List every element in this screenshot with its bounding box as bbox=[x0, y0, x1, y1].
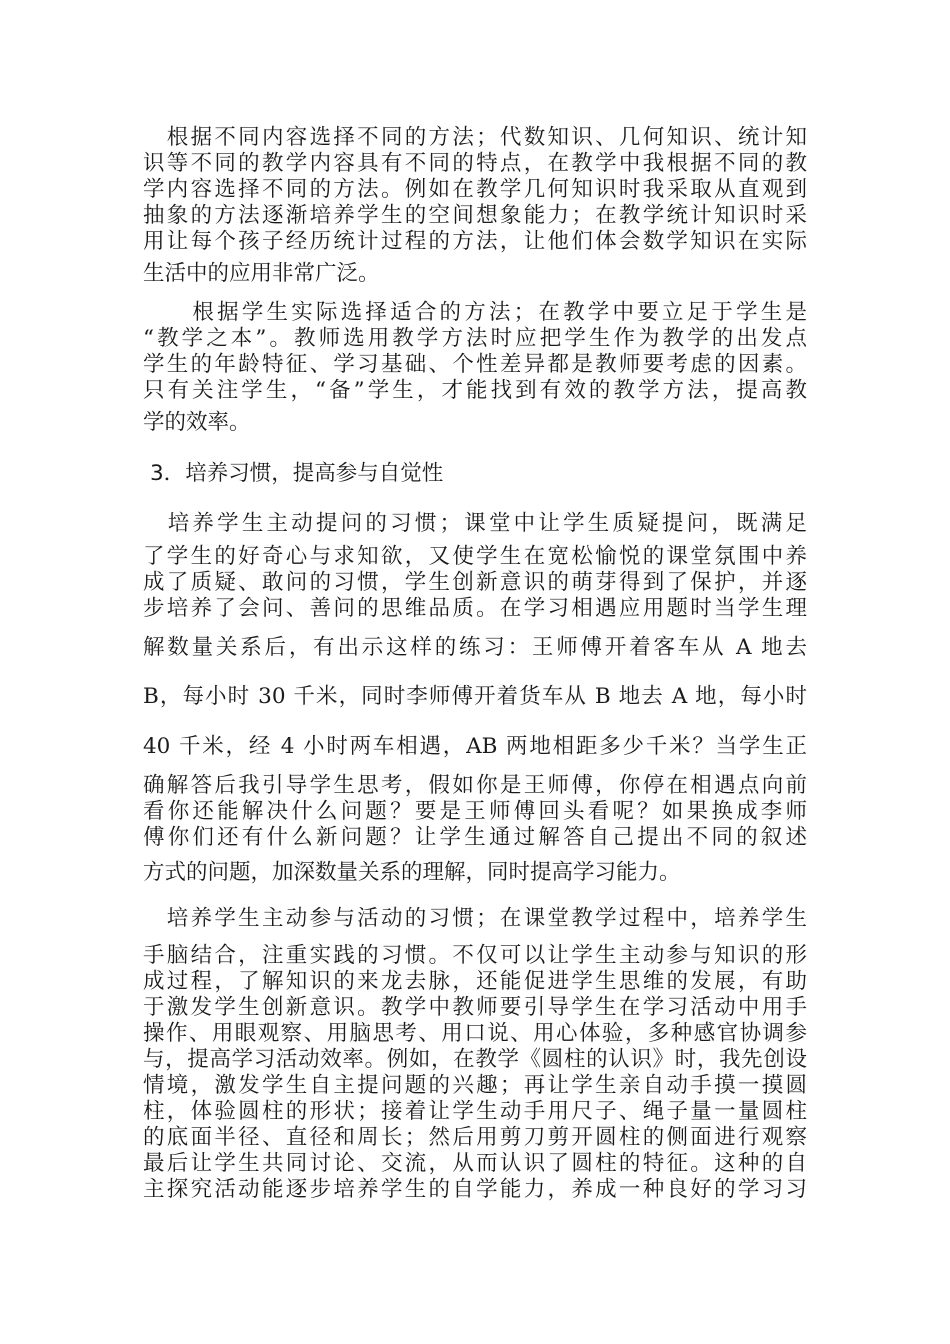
text-line: B，每小时 30 千米，同时李师傅开着货车从 B 地去 A 地，每小时 bbox=[143, 684, 807, 709]
text-line: 最后让学生共同讨论、交流，从而认识了圆柱的特征。这种的自 bbox=[143, 1151, 807, 1176]
text-line: 学生的年龄特征、学习基础、个性差异都是教师要考虑的因素。 bbox=[143, 352, 807, 377]
text-line: 手脑结合，注重实践的习惯。不仅可以让学生主动参与知识的形 bbox=[143, 943, 807, 968]
text-line: 解数量关系后，有出示这样的练习：王师傅开着客车从 A 地去 bbox=[143, 635, 807, 660]
text-line: 与，提高学习活动效率。例如，在教学《圆柱的认识》时，我先创设 bbox=[143, 1047, 807, 1072]
text-line: 根据学生实际选择适合的方法；在教学中要立足于学生是 bbox=[143, 300, 807, 325]
text-line: 根据不同内容选择不同的方法；代数知识、几何知识、统计知 bbox=[143, 125, 807, 150]
text-line: 了学生的好奇心与求知欲，又使学生在宽松愉悦的课堂氛围中养 bbox=[143, 544, 807, 569]
section-heading bbox=[150, 460, 814, 488]
text-line: 看你还能解决什么问题？要是王师傅回头看呢？如果换成李师 bbox=[143, 799, 807, 824]
text-line: “教学之本”。教师选用教学方法时应把学生作为教学的出发点 bbox=[143, 326, 807, 351]
text-line: 生活中的应用非常广泛。 bbox=[143, 261, 380, 286]
text-line: 柱，体验圆柱的形状；接着让学生动手用尺子、绳子量一量圆柱 bbox=[143, 1099, 807, 1124]
text-line: 方式的问题，加深数量关系的理解，同时提高学习能力。 bbox=[143, 860, 681, 885]
text-line: 40 千米，经 4 小时两车相遇，AB 两地相距多少千米？当学生正 bbox=[143, 734, 807, 759]
text-line: 学的效率。 bbox=[143, 410, 251, 435]
text-line: 傅你们还有什么新问题？让学生通过解答自己提出不同的叙述 bbox=[143, 825, 807, 850]
text-line: 情境，激发学生自主提问题的兴趣；再让学生亲自动手摸一摸圆 bbox=[143, 1073, 807, 1098]
text-line: 步培养了会问、善问的思维品质。在学习相遇应用题时当学生理 bbox=[143, 596, 807, 621]
text-line: 的底面半径、直径和周长；然后用剪刀剪开圆柱的侧面进行观察 bbox=[143, 1125, 807, 1150]
section-number: 3． bbox=[150, 461, 186, 486]
text-line: 学内容选择不同的方法。例如在教学几何知识时我采取从直观到 bbox=[143, 177, 807, 202]
text-line: 培养学生主动参与活动的习惯；在课堂教学过程中，培养学生 bbox=[143, 906, 807, 931]
text-line: 抽象的方法逐渐培养学生的空间想象能力；在教学统计知识时采 bbox=[143, 203, 807, 228]
section-title: 培养习惯，提高参与自觉性 bbox=[185, 461, 444, 486]
text-line: 确解答后我引导学生思考，假如你是王师傅，你停在相遇点向前 bbox=[143, 773, 807, 798]
text-line: 于激发学生创新意识。教学中教师要引导学生在学习活动中用手 bbox=[143, 995, 807, 1020]
text-line: 识等不同的教学内容具有不同的特点，在教学中我根据不同的教 bbox=[143, 151, 807, 176]
text-line: 成过程，了解知识的来龙去脉，还能促进学生思维的发展，有助 bbox=[143, 969, 807, 994]
text-line: 只有关注学生，“备”学生，才能找到有效的教学方法，提高教 bbox=[143, 378, 807, 403]
text-line: 用让每个孩子经历统计过程的方法，让他们体会数学知识在实际 bbox=[143, 229, 807, 254]
text-line: 主探究活动能逐步培养学生的自学能力，养成一种良好的学习习 bbox=[143, 1177, 807, 1202]
text-line: 培养学生主动提问的习惯；课堂中让学生质疑提问，既满足 bbox=[143, 511, 807, 536]
text-line: 成了质疑、敢问的习惯，学生创新意识的萌芽得到了保护，并逐 bbox=[143, 570, 807, 595]
text-line: 操作、用眼观察、用脑思考、用口说、用心体验，多种感官协调参 bbox=[143, 1021, 807, 1046]
